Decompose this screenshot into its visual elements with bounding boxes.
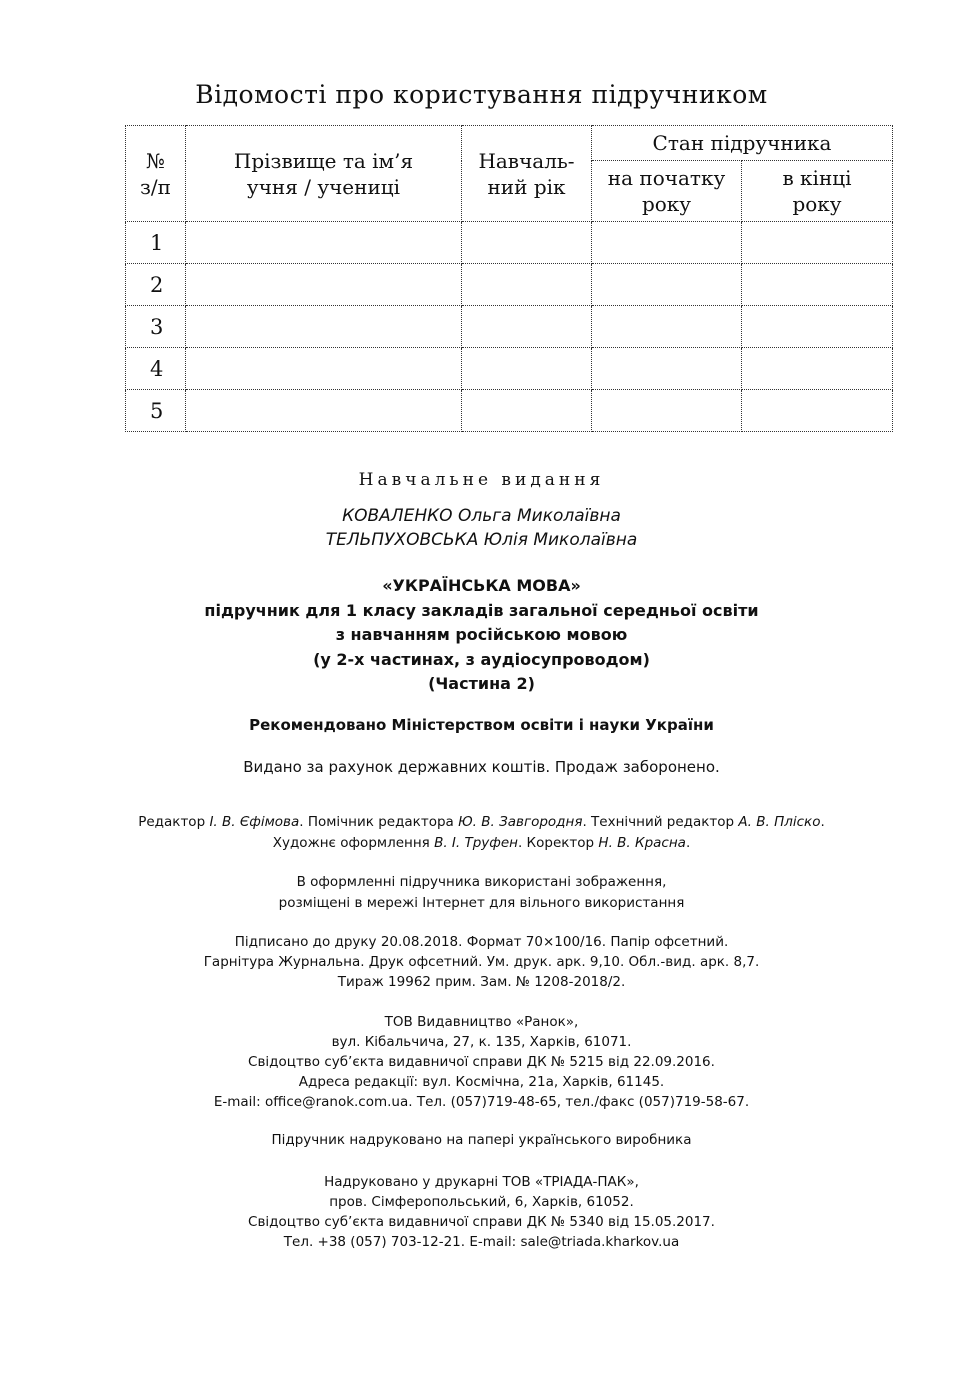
row-number: 5 [126, 390, 186, 432]
book-title: «УКРАЇНСЬКА МОВА» [382, 576, 581, 595]
edition-type: Навчальне видання [358, 470, 605, 490]
cell-end[interactable] [742, 264, 893, 306]
staff-line: Редактор І. В. Єфімова. Помічник редактора Ю. В. Завгородня. Технічний редактор А. В. Пліско. [138, 814, 825, 830]
cell-year[interactable] [462, 390, 592, 432]
cell-name[interactable] [186, 264, 462, 306]
book-title-block [0, 574, 963, 697]
images-note: В оформленні підручника використані зображення, розміщені в мережі Інтернет для вільного використання [278, 874, 685, 911]
header-name: Прізвище та ім’я учня / учениці [186, 126, 462, 222]
table-header-row [126, 126, 893, 161]
cell-name[interactable] [186, 222, 462, 264]
table-row [126, 306, 893, 348]
row-number: 2 [126, 264, 186, 306]
cell-name[interactable] [186, 390, 462, 432]
book-part: (Частина 2) [428, 674, 535, 693]
header-start: на початку року [592, 161, 742, 222]
cell-start[interactable] [592, 264, 742, 306]
cell-year[interactable] [462, 222, 592, 264]
cell-year[interactable] [462, 264, 592, 306]
table-row [126, 264, 893, 306]
cell-start[interactable] [592, 390, 742, 432]
cell-name[interactable] [186, 306, 462, 348]
cell-end[interactable] [742, 390, 893, 432]
paper-note: Підручник надруковано на папері українського виробника [271, 1132, 692, 1148]
author-name: ТЕЛЬПУХОВСЬКА Юлія Миколаївна [325, 530, 638, 550]
book-subtitle: з навчанням російською мовою [335, 625, 628, 644]
page-title: Відомості про користування підручником [195, 80, 768, 109]
cell-end[interactable] [742, 306, 893, 348]
table-row [126, 222, 893, 264]
cell-year[interactable] [462, 348, 592, 390]
cell-end[interactable] [742, 222, 893, 264]
author-name: КОВАЛЕНКО Ольга Миколаївна [342, 506, 621, 526]
header-end: в кінці року [742, 161, 893, 222]
row-number: 4 [126, 348, 186, 390]
cell-start[interactable] [592, 348, 742, 390]
row-number: 3 [126, 306, 186, 348]
usage-table [125, 125, 893, 432]
cell-start[interactable] [592, 222, 742, 264]
table-row [126, 390, 893, 432]
cell-year[interactable] [462, 306, 592, 348]
recommendation: Рекомендовано Міністерством освіти і науки України [249, 716, 714, 734]
cell-end[interactable] [742, 348, 893, 390]
publisher-info: ТОВ Видавництво «Ранок», вул. Кібальчича, 27, к. 135, Харків, 61071. Свідоцтво суб’єкта видавничої справи ДК № 5215 від 22.09.2016. Адреса редакції: вул. Космічна, 21а, Харків, 61145. E-mail: office@ranok.com.ua. Тел. (057)719-48-65, тел./факс (057)719-58-67. [213, 1014, 750, 1110]
authors [0, 504, 963, 552]
book-subtitle: (у 2-х частинах, з аудіосупроводом) [313, 649, 650, 669]
cell-start[interactable] [592, 306, 742, 348]
header-condition: Стан підручника [592, 126, 893, 161]
staff-line: Художнє оформлення В. І. Труфен. Коректор Н. В. Красна. [272, 835, 691, 851]
sale-note: Видано за рахунок державних коштів. Продаж заборонено. [243, 758, 720, 776]
book-subtitle: підручник для 1 класу закладів загальної середньої освіти [204, 600, 759, 620]
cell-name[interactable] [186, 348, 462, 390]
staff-credits [0, 812, 963, 854]
header-num: № з/п [126, 126, 186, 222]
row-number: 1 [126, 222, 186, 264]
header-year: Навчаль- ний рік [462, 126, 592, 222]
table-row [126, 348, 893, 390]
printer-info: Надруковано у друкарні ТОВ «ТРІАДА-ПАК», пров. Сімферопольський, 6, Харків, 61052. Свідоцтво суб’єкта видавничої справи ДК № 5340 від 15.05.2017. Тел. +38 (057) 703-12-21. E-mail: sale@triada.kharkov.ua [248, 1174, 715, 1250]
print-info: Підписано до друку 20.08.2018. Формат 70×100/16. Папір офсетний. Гарнітура Журнальна. Друк офсетний. Ум. друк. арк. 9,10. Обл.-вид. арк. 8,7. Тираж 19962 прим. Зам. № 1208-2018/2. [203, 934, 760, 990]
